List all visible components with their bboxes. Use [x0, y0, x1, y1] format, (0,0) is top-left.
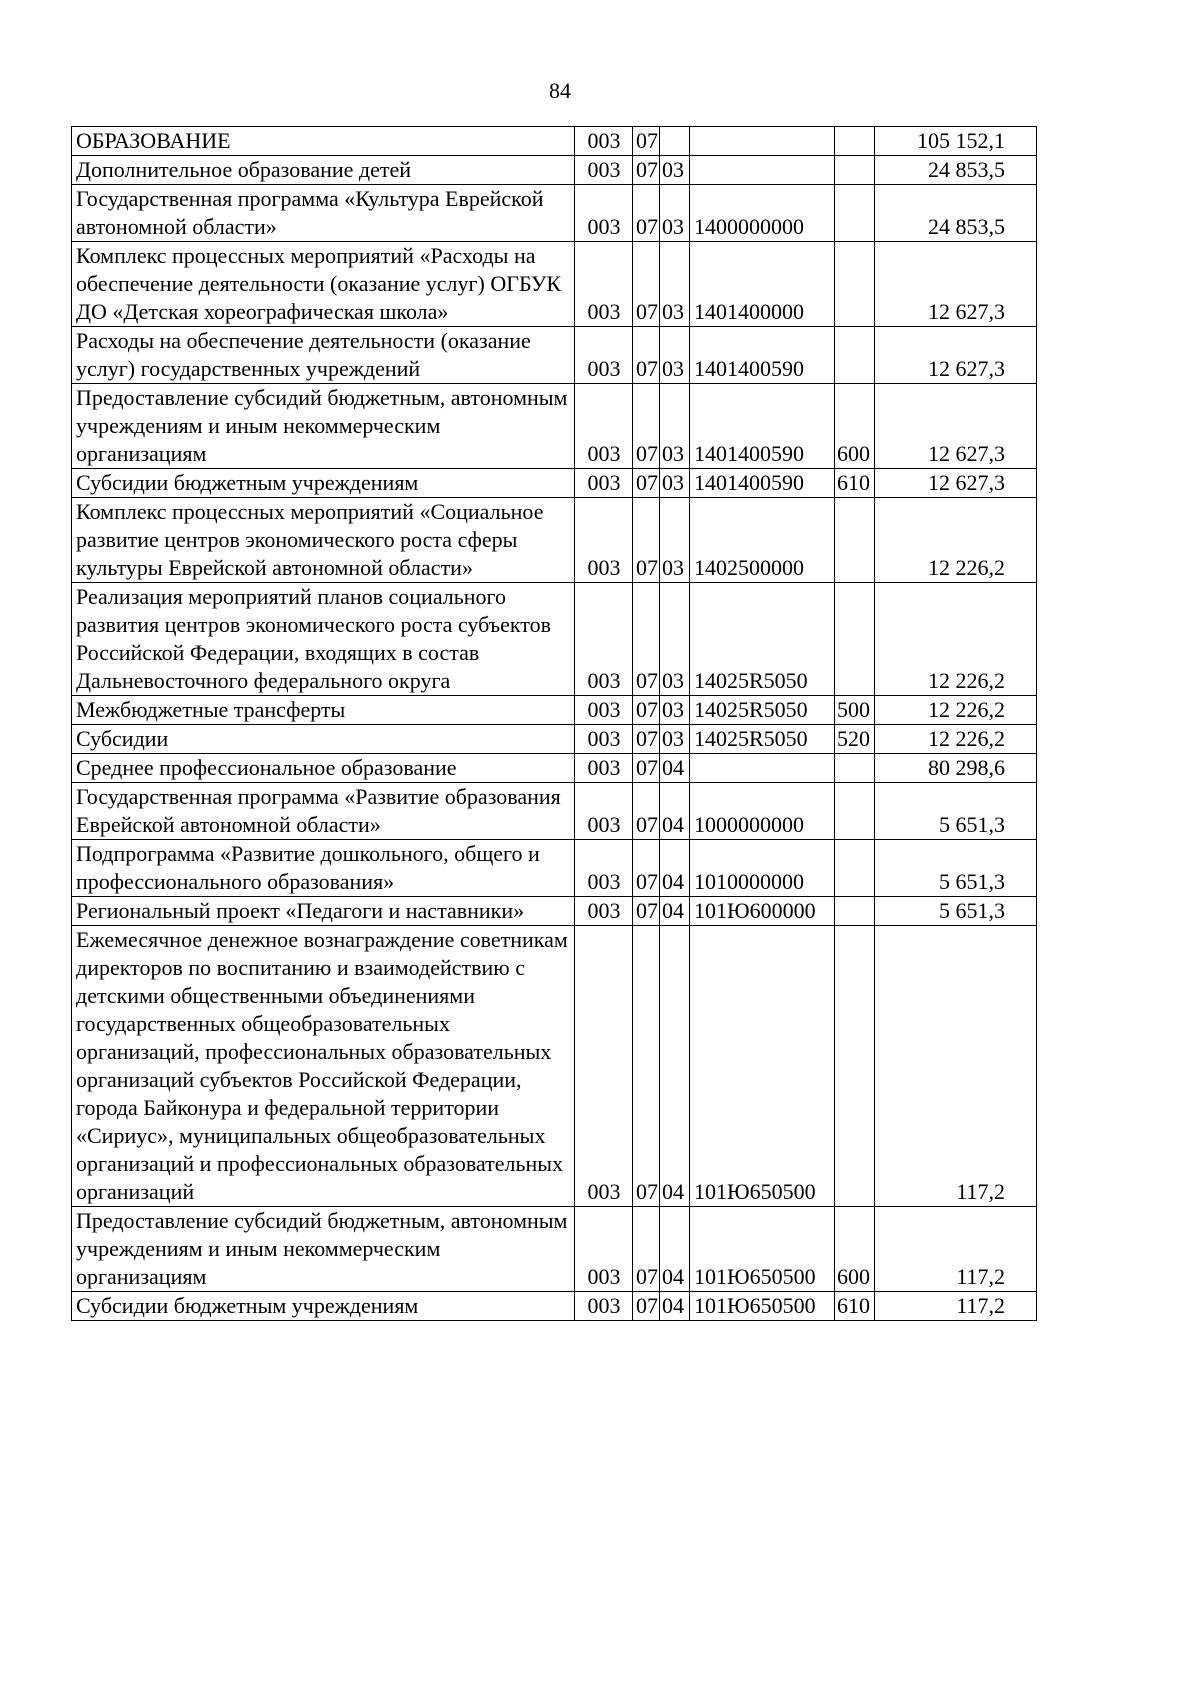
row-section-cell: 07: [633, 1292, 660, 1321]
row-name-cell: Ежемесячное денежное вознаграждение советникам директоров по воспитанию и взаимодействию с детскими общественными объединениями государственных общеобразовательных организаций, профессиональных образовательных организаций субъектов Российской Федерации, города Байконура и федеральной территории «Сириус», муниципальных общеобразовательных организаций и профессиональных образовательных организаций: [72, 926, 575, 1207]
row-amount-cell: 24 853,5: [875, 185, 1037, 242]
row-code-cell: 003: [575, 926, 633, 1207]
row-amount-cell: 12 627,3: [875, 327, 1037, 384]
table-row: [72, 185, 1037, 242]
table-row: [72, 754, 1037, 783]
row-code-cell: 003: [575, 469, 633, 498]
row-name-cell: Расходы на обеспечение деятельности (оказание услуг) государственных учреждений: [72, 327, 575, 384]
row-amount-cell: 12 627,3: [875, 469, 1037, 498]
row-section-cell: 07: [633, 583, 660, 696]
row-subsection-cell: [660, 127, 690, 156]
row-target-article-cell: 1010000000: [690, 840, 835, 897]
row-name-cell: Государственная программа «Развитие образования Еврейской автономной области»: [72, 783, 575, 840]
table-row: [72, 1292, 1037, 1321]
row-name-cell: Субсидии бюджетным учреждениям: [72, 1292, 575, 1321]
row-target-article-cell: 1401400590: [690, 469, 835, 498]
row-code-cell: 003: [575, 1207, 633, 1292]
row-subsection-cell: 03: [660, 156, 690, 185]
row-section-cell: 07: [633, 783, 660, 840]
row-target-article-cell: 14025R5050: [690, 583, 835, 696]
row-expense-type-cell: [835, 185, 875, 242]
row-subsection-cell: 03: [660, 384, 690, 469]
row-amount-cell: 12 226,2: [875, 696, 1037, 725]
row-target-article-cell: 101Ю650500: [690, 1207, 835, 1292]
row-section-cell: 07: [633, 897, 660, 926]
table-row: [72, 783, 1037, 840]
row-subsection-cell: 04: [660, 754, 690, 783]
row-code-cell: 003: [575, 696, 633, 725]
row-target-article-cell: 1400000000: [690, 185, 835, 242]
row-expense-type-cell: [835, 783, 875, 840]
row-section-cell: 07: [633, 498, 660, 583]
row-amount-cell: 117,2: [875, 1292, 1037, 1321]
row-target-article-cell: 1401400590: [690, 327, 835, 384]
row-target-article-cell: 14025R5050: [690, 696, 835, 725]
row-target-article-cell: 1000000000: [690, 783, 835, 840]
row-name-cell: Субсидии: [72, 725, 575, 754]
row-target-article-cell: 1402500000: [690, 498, 835, 583]
row-amount-cell: 80 298,6: [875, 754, 1037, 783]
row-name-cell: ОБРАЗОВАНИЕ: [72, 127, 575, 156]
budget-table: [71, 126, 1037, 1321]
row-expense-type-cell: [835, 242, 875, 327]
row-expense-type-cell: 600: [835, 1207, 875, 1292]
row-code-cell: 003: [575, 583, 633, 696]
row-amount-cell: 24 853,5: [875, 156, 1037, 185]
row-expense-type-cell: 610: [835, 469, 875, 498]
row-target-article-cell: 101Ю650500: [690, 926, 835, 1207]
row-section-cell: 07: [633, 327, 660, 384]
row-subsection-cell: 03: [660, 185, 690, 242]
row-name-cell: Реализация мероприятий планов социального развития центров экономического роста субъектов Российской Федерации, входящих в состав Дальневосточного федерального округа: [72, 583, 575, 696]
row-name-cell: Комплекс процессных мероприятий «Социальное развитие центров экономического роста сферы культуры Еврейской автономной области»: [72, 498, 575, 583]
row-section-cell: 07: [633, 469, 660, 498]
table-row: [72, 840, 1037, 897]
table-row: [72, 384, 1037, 469]
row-code-cell: 003: [575, 1292, 633, 1321]
table-row: [72, 696, 1037, 725]
row-section-cell: 07: [633, 384, 660, 469]
row-expense-type-cell: 610: [835, 1292, 875, 1321]
row-subsection-cell: 04: [660, 1207, 690, 1292]
row-expense-type-cell: [835, 156, 875, 185]
row-section-cell: 07: [633, 242, 660, 327]
row-expense-type-cell: [835, 327, 875, 384]
table-row: [72, 926, 1037, 1207]
row-target-article-cell: 14025R5050: [690, 725, 835, 754]
row-name-cell: Подпрограмма «Развитие дошкольного, общего и профессионального образования»: [72, 840, 575, 897]
row-code-cell: 003: [575, 783, 633, 840]
row-amount-cell: 5 651,3: [875, 840, 1037, 897]
row-subsection-cell: 04: [660, 840, 690, 897]
row-amount-cell: 12 627,3: [875, 384, 1037, 469]
table-row: [72, 127, 1037, 156]
table-row: [72, 469, 1037, 498]
row-name-cell: Предоставление субсидий бюджетным, автономным учреждениям и иным некоммерческим организациям: [72, 1207, 575, 1292]
row-expense-type-cell: [835, 926, 875, 1207]
row-amount-cell: 117,2: [875, 926, 1037, 1207]
row-code-cell: 003: [575, 498, 633, 583]
row-name-cell: Дополнительное образование детей: [72, 156, 575, 185]
row-target-article-cell: [690, 754, 835, 783]
row-code-cell: 003: [575, 840, 633, 897]
row-expense-type-cell: [835, 897, 875, 926]
row-target-article-cell: 1401400590: [690, 384, 835, 469]
table-row: [72, 156, 1037, 185]
row-subsection-cell: 03: [660, 242, 690, 327]
row-subsection-cell: 03: [660, 498, 690, 583]
row-amount-cell: 12 627,3: [875, 242, 1037, 327]
table-row: [72, 897, 1037, 926]
row-name-cell: Среднее профессиональное образование: [72, 754, 575, 783]
row-target-article-cell: 101Ю650500: [690, 1292, 835, 1321]
table-row: [72, 725, 1037, 754]
row-amount-cell: 12 226,2: [875, 498, 1037, 583]
row-subsection-cell: 03: [660, 469, 690, 498]
row-name-cell: Межбюджетные трансферты: [72, 696, 575, 725]
row-section-cell: 07: [633, 156, 660, 185]
row-amount-cell: 12 226,2: [875, 725, 1037, 754]
row-code-cell: 003: [575, 156, 633, 185]
row-amount-cell: 117,2: [875, 1207, 1037, 1292]
row-amount-cell: 105 152,1: [875, 127, 1037, 156]
row-expense-type-cell: 520: [835, 725, 875, 754]
table-row: [72, 583, 1037, 696]
row-name-cell: Государственная программа «Культура Еврейской автономной области»: [72, 185, 575, 242]
row-expense-type-cell: 500: [835, 696, 875, 725]
row-section-cell: 07: [633, 926, 660, 1207]
row-code-cell: 003: [575, 754, 633, 783]
row-target-article-cell: 101Ю600000: [690, 897, 835, 926]
row-section-cell: 07: [633, 696, 660, 725]
table-row: [72, 327, 1037, 384]
row-expense-type-cell: [835, 583, 875, 696]
row-expense-type-cell: [835, 754, 875, 783]
row-code-cell: 003: [575, 725, 633, 754]
row-code-cell: 003: [575, 897, 633, 926]
row-expense-type-cell: [835, 840, 875, 897]
table-body: [72, 127, 1037, 1321]
row-name-cell: Субсидии бюджетным учреждениям: [72, 469, 575, 498]
row-code-cell: 003: [575, 127, 633, 156]
row-code-cell: 003: [575, 327, 633, 384]
table-row: [72, 498, 1037, 583]
row-amount-cell: 5 651,3: [875, 783, 1037, 840]
row-section-cell: 07: [633, 1207, 660, 1292]
row-target-article-cell: [690, 127, 835, 156]
row-subsection-cell: 04: [660, 1292, 690, 1321]
row-expense-type-cell: 600: [835, 384, 875, 469]
row-subsection-cell: 03: [660, 696, 690, 725]
row-section-cell: 07: [633, 840, 660, 897]
row-code-cell: 003: [575, 185, 633, 242]
row-subsection-cell: 04: [660, 897, 690, 926]
row-name-cell: Комплекс процессных мероприятий «Расходы на обеспечение деятельности (оказание услуг) ОГБУК ДО «Детская хореографическая школа»: [72, 242, 575, 327]
page-number: 84: [549, 78, 571, 103]
row-name-cell: Региональный проект «Педагоги и наставники»: [72, 897, 575, 926]
row-code-cell: 003: [575, 242, 633, 327]
row-subsection-cell: 03: [660, 327, 690, 384]
row-amount-cell: 12 226,2: [875, 583, 1037, 696]
row-amount-cell: 5 651,3: [875, 897, 1037, 926]
table-row: [72, 242, 1037, 327]
row-subsection-cell: 04: [660, 783, 690, 840]
row-expense-type-cell: [835, 127, 875, 156]
row-subsection-cell: 03: [660, 583, 690, 696]
row-target-article-cell: 1401400000: [690, 242, 835, 327]
row-section-cell: 07: [633, 725, 660, 754]
row-expense-type-cell: [835, 498, 875, 583]
table-row: [72, 1207, 1037, 1292]
row-code-cell: 003: [575, 384, 633, 469]
row-subsection-cell: 03: [660, 725, 690, 754]
row-section-cell: 07: [633, 754, 660, 783]
row-target-article-cell: [690, 156, 835, 185]
row-section-cell: 07: [633, 185, 660, 242]
row-subsection-cell: 04: [660, 926, 690, 1207]
row-name-cell: Предоставление субсидий бюджетным, автономным учреждениям и иным некоммерческим организациям: [72, 384, 575, 469]
row-section-cell: 07: [633, 127, 660, 156]
